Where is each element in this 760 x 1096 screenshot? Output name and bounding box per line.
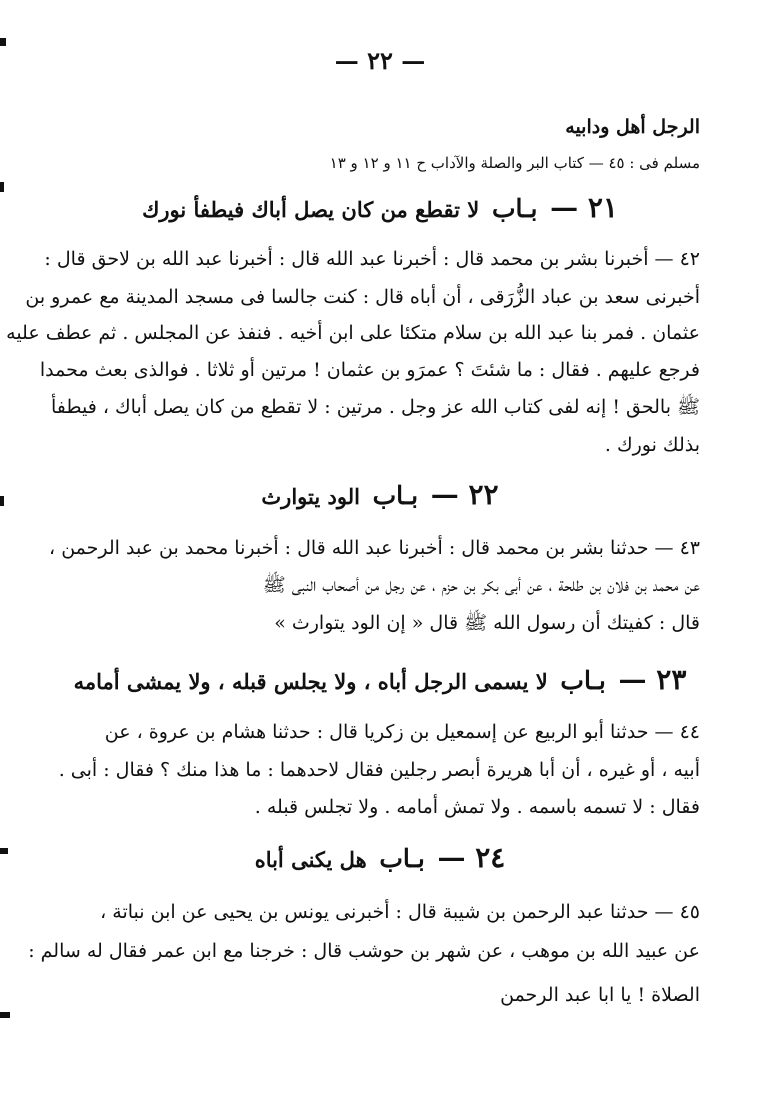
text-line: عثمان . فمر بنا عبد الله بن سلام متكئا على ابن أخيه . فنفذ عن المجلس . ثم عطف عليه bbox=[6, 322, 700, 344]
text-line: قال : كفيتك أن رسول الله ﷺ قال « إن الود يتوارث » bbox=[274, 612, 700, 634]
chapter-number: ٢٤ — bbox=[437, 841, 506, 874]
chapter-heading-23 bbox=[0, 665, 760, 697]
text-line: ﷺ بالحق ! إنه لفى كتاب الله عز وجل . مرتين : لا تقطع من كان يصل أباك ، فيطفأ bbox=[51, 396, 700, 418]
text-line: بذلك نورك . bbox=[604, 434, 700, 456]
chapter-number: ٢٣ — bbox=[618, 663, 687, 696]
chapter-heading-24 bbox=[0, 843, 760, 875]
chapter-word: بـاب bbox=[379, 844, 425, 873]
text-line: عن عبيد الله بن موهب ، عن شهر بن حوشب قال : خرجنا مع ابن عمر فقال له سالم : bbox=[28, 940, 700, 962]
chapter-title: لا تقطع من كان يصل أباك فيطفأ نورك bbox=[142, 197, 480, 222]
text-line: أبيه ، أو غيره ، أن أبا هريرة أبصر رجلين فقال لاحدهما : ما هذا منك ؟ فقال : أبى . bbox=[58, 759, 700, 781]
text-line: ٤٥ — حدثنا عبد الرحمن بن شيبة قال : أخبرنى يونس بن يحيى عن ابن نباتة ، bbox=[100, 901, 700, 923]
text-line: الرجل أهل ودابيه bbox=[565, 116, 700, 138]
text-line: ٤٢ — أخبرنا بشر بن محمد قال : أخبرنا عبد الله قال : أخبرنا عبد الله بن لاحق قال : bbox=[44, 248, 700, 270]
scan-edge-mark bbox=[0, 1012, 10, 1018]
chapter-number: ٢٢ — bbox=[430, 478, 499, 511]
chapter-heading-22 bbox=[0, 480, 760, 512]
text-line: فرجع عليهم . فقال : ما شئتَ ؟ عمرَو بن عثمان ! مرتين أو ثلاثا . فوالذى بعث محمدا bbox=[39, 359, 700, 381]
scan-edge-mark bbox=[0, 182, 4, 192]
text-line: فقال : لا تسمه باسمه . ولا تمش أمامه . ولا تجلس قبله . bbox=[254, 796, 700, 818]
text-line: ٤٣ — حدثنا بشر بن محمد قال : أخبرنا عبد الله قال : أخبرنا محمد بن عبد الرحمن ، bbox=[49, 537, 700, 559]
text-line: عن محمد بن فلان بن طلحة ، عن أبى بكر بن حزم ، عن رجل من أصحاب النبى ﷺ bbox=[262, 574, 700, 596]
chapter-number: ٢١ — bbox=[550, 191, 618, 224]
text-line: الصلاة ! يا ابا عبد الرحمن bbox=[500, 984, 700, 1006]
text-line: أخبرنى سعد بن عباد الزُّرَقى ، أن أباه قال : كنت جالسا فى مسجد المدينة مع عمرو بن bbox=[25, 286, 700, 308]
text-line: ٤٤ — حدثنا أبو الربيع عن إسمعيل بن زكريا قال : حدثنا هشام بن عروة ، عن bbox=[104, 721, 700, 743]
chapter-word: بـاب bbox=[491, 194, 538, 223]
chapter-title: هل يكنى أباه bbox=[254, 847, 367, 872]
chapter-title: لا يسمى الرجل أباه ، ولا يجلس قبله ، ولا يمشى أمامه bbox=[73, 669, 548, 694]
chapter-word: بـاب bbox=[372, 481, 419, 510]
source-reference: مسلم فى : ٤٥ — كتاب البر والصلة والآداب ح ١١ و ١٢ و ١٣ bbox=[329, 154, 700, 172]
page-number: — ٢٢ — bbox=[334, 46, 426, 75]
chapter-title: الود يتوارث bbox=[261, 484, 360, 509]
scan-edge-mark bbox=[0, 38, 6, 46]
chapter-heading-21 bbox=[0, 193, 760, 225]
chapter-word: بـاب bbox=[560, 666, 606, 695]
